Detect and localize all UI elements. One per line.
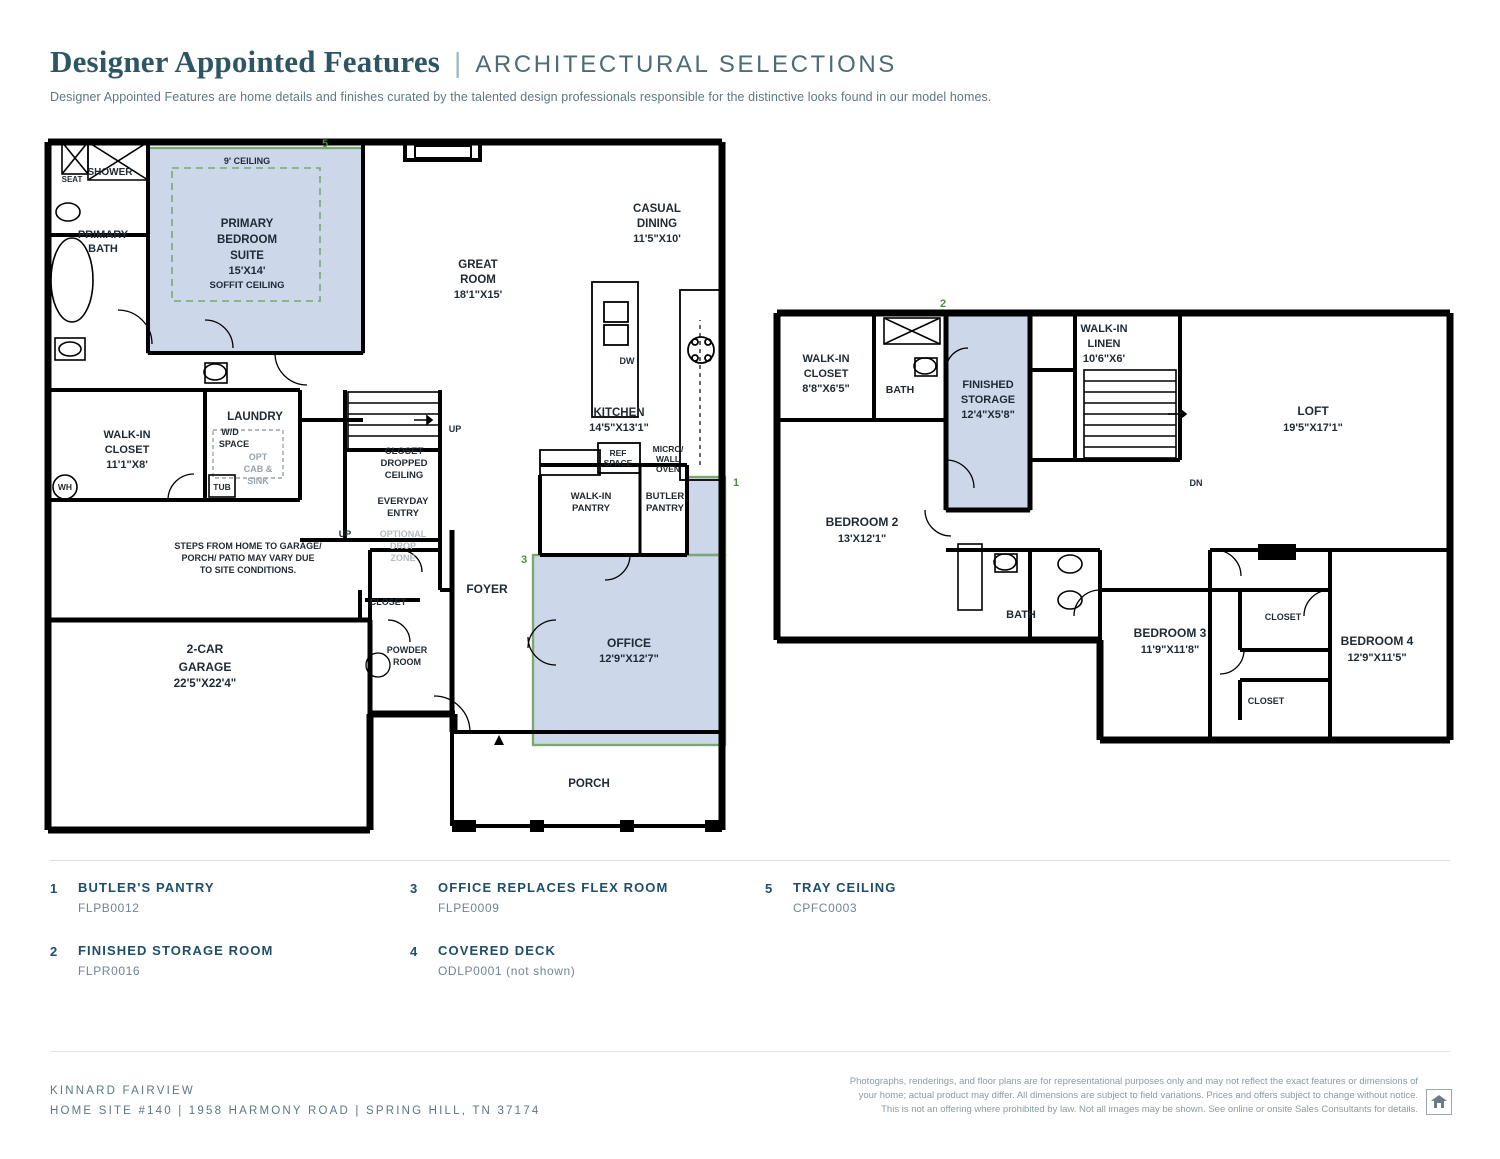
page-title: Designer Appointed Features — [50, 44, 441, 79]
label-great-room-2: ROOM — [460, 274, 496, 286]
label-great-room-dim: 18'1"X15' — [453, 289, 503, 301]
title-divider: | — [454, 47, 462, 78]
label-bedroom3: BEDROOM 3 — [1133, 626, 1207, 640]
legend-number: 5 — [765, 881, 773, 896]
legend-number: 1 — [50, 881, 58, 896]
floor-plan-svg — [0, 120, 1500, 860]
label-powder-1: POWDER — [386, 645, 428, 655]
label-walkin-pantry-1: WALK-IN — [570, 491, 612, 502]
label-bedroom4: BEDROOM 4 — [1340, 634, 1414, 648]
disclaimer-line-3: This is not an offering where prohibited by law. Not all images may be shown. See online or onsite Sales Consultants for details. — [881, 1104, 1418, 1115]
marker-1-label: 1 — [733, 477, 740, 489]
wall-block-closet — [1258, 544, 1296, 560]
label-foyer: FOYER — [466, 582, 508, 596]
label-primary-bed-1: PRIMARY — [220, 218, 274, 230]
title-row — [50, 44, 991, 80]
label-everyday-entry-1: EVERYDAY — [377, 496, 429, 507]
footer-community-info — [50, 1081, 540, 1121]
community-name: KINNARD FAIRVIEW — [50, 1085, 195, 1097]
note-site-2: PORCH/ PATIO MAY VARY DUE — [181, 553, 315, 563]
label-bedroom2: BEDROOM 2 — [825, 515, 899, 529]
legend-number: 2 — [50, 944, 58, 959]
legend-label: BUTLER'S PANTRY — [78, 880, 215, 895]
highlight-office — [533, 555, 725, 745]
label-opt: OPT — [248, 452, 268, 462]
label-drop-zone-2: DROP — [389, 541, 417, 551]
label-laundry: LAUNDRY — [227, 411, 283, 423]
label-closet: CLOSET — [369, 597, 407, 607]
label-wic2-1: WALK-IN — [802, 353, 850, 365]
disclaimer-line-2: your home; actual product may differ. All dimensions are subject to field variations. Prices and offers subject to change without notice. — [858, 1090, 1418, 1101]
page-header — [50, 44, 991, 104]
label-casual-dining-1: CASUAL — [633, 203, 681, 215]
label-butler-pantry-1: BUTLER — [645, 491, 685, 502]
legend-code: CPFC0003 — [793, 901, 858, 915]
label-primary-bath-2: BATH — [88, 243, 118, 255]
label-porch: PORCH — [568, 778, 610, 790]
label-linen-dim: 10'6"X6' — [1082, 353, 1126, 365]
footer-divider — [50, 1051, 1450, 1052]
legend-label: OFFICE REPLACES FLEX ROOM — [438, 880, 669, 895]
label-laundry-space: SPACE — [218, 439, 250, 449]
label-wh: WH — [57, 482, 73, 492]
label-micro-1: MICRO/ — [652, 444, 684, 454]
label-sink: SINK — [247, 476, 269, 486]
label-seat: SEAT — [61, 175, 83, 184]
marker-2-label: 2 — [940, 298, 947, 310]
label-shower: SHOWER — [87, 167, 133, 178]
label-everyday-entry-2: ENTRY — [387, 508, 419, 519]
label-office-dim: 12'9"X12'7" — [599, 653, 659, 665]
first-floor-plan — [48, 138, 739, 832]
home-site-address: HOME SITE #140 | 1958 HARMONY ROAD | SPRING HILL, TN 37174 — [50, 1105, 541, 1117]
label-primary-bed-soffit: SOFFIT CEILING — [209, 280, 285, 291]
legend-code: FLPB0012 — [78, 901, 140, 915]
equal-housing-glyph — [1430, 1094, 1448, 1110]
label-finished-storage-1: FINISHED — [962, 379, 1014, 391]
label-powder-2: ROOM — [393, 657, 421, 667]
label-wic1-1: WALK-IN — [103, 429, 151, 441]
label-garage-1: 2-CAR — [186, 642, 224, 656]
label-great-room-1: GREAT — [458, 259, 498, 271]
legend-item-3[interactable] — [410, 880, 668, 915]
label-garage-dim: 22'5"X22'4" — [173, 678, 237, 690]
label-closet-b: CLOSET — [1247, 696, 1285, 706]
legend-label: FINISHED STORAGE ROOM — [78, 943, 274, 958]
legend-code: FLPR0016 — [78, 964, 141, 978]
label-tub: TUB — [213, 482, 231, 492]
legend-label: TRAY CEILING — [793, 880, 897, 895]
label-primary-bath-1: PRIMARY — [77, 229, 129, 241]
label-finished-storage-2: STORAGE — [960, 394, 1016, 406]
label-micro-2: WALL — [655, 454, 681, 464]
label-wic1-2: CLOSET — [104, 444, 150, 456]
label-cab: CAB & — [243, 464, 273, 474]
label-loft-dim: 19'5"X17'1" — [1283, 422, 1343, 434]
legend-code: ODLP0001 (not shown) — [438, 964, 576, 978]
label-dw: DW — [619, 356, 635, 366]
page-subtitle-heading: ARCHITECTURAL SELECTIONS — [475, 51, 897, 78]
floor-plan-container — [0, 120, 1500, 860]
legend-column-2 — [410, 880, 668, 1006]
legend-number: 3 — [410, 881, 418, 896]
label-closet-dropped-1: CLOSET — [384, 446, 424, 457]
label-kitchen-dim: 14'5"X13'1" — [589, 422, 649, 434]
label-linen-1: WALK-IN — [1080, 323, 1128, 335]
label-garage-2: GARAGE — [178, 660, 232, 674]
label-wic1-dim: 11'1"X8' — [106, 459, 148, 471]
label-bath2: BATH — [1006, 609, 1036, 621]
note-site-1: STEPS FROM HOME TO GARAGE/ — [174, 541, 322, 551]
label-drop-zone-3: ZONE — [390, 553, 416, 563]
label-bedroom2-dim: 13'X12'1" — [837, 533, 887, 545]
label-wic2-2: CLOSET — [803, 368, 849, 380]
label-ref-2: SPACE — [603, 458, 633, 468]
legend-divider — [50, 860, 1450, 861]
legend-column-3 — [765, 880, 897, 943]
label-primary-bed-2: BEDROOM — [216, 234, 278, 246]
label-primary-bed-3: SUITE — [230, 250, 264, 262]
label-closet-dropped-2: DROPPED — [380, 458, 428, 469]
legend-item-2[interactable] — [50, 943, 273, 978]
legend-column-1 — [50, 880, 273, 1006]
legend-code: FLPE0009 — [438, 901, 500, 915]
label-micro-3: OVEN — [655, 464, 681, 474]
legend-item-1[interactable] — [50, 880, 273, 915]
label-wic2-dim: 8'8"X6'5" — [802, 383, 850, 395]
label-drop-zone-1: OPTIONAL — [379, 529, 427, 539]
label-primary-bed-dim: 15'X14' — [228, 265, 266, 277]
stairs-down — [1084, 370, 1186, 458]
equal-housing-icon — [1426, 1089, 1452, 1115]
label-bedroom4-dim: 12'9"X11'5" — [1347, 652, 1407, 664]
marker-3-label: 3 — [521, 554, 528, 566]
label-kitchen: KITCHEN — [593, 407, 645, 419]
note-up-2: UP — [338, 529, 352, 539]
second-floor-plan — [777, 298, 1450, 740]
label-casual-dining-2: DINING — [636, 218, 678, 230]
label-closet-a: CLOSET — [1264, 612, 1302, 622]
note-dn: DN — [1189, 478, 1203, 488]
label-closet-dropped-3: CEILING — [384, 470, 424, 481]
disclaimer-line-1: Photographs, renderings, and floor plans are for representational purposes only and may not reflect the exact features or dimensions of — [849, 1076, 1418, 1087]
label-walkin-pantry-2: PANTRY — [572, 503, 610, 514]
legend-label: COVERED DECK — [438, 943, 556, 958]
note-site-3: TO SITE CONDITIONS. — [199, 565, 297, 575]
entry-arrow-icon — [494, 735, 504, 745]
label-loft: LOFT — [1297, 404, 1329, 418]
label-linen-2: LINEN — [1087, 338, 1121, 350]
label-ref-1: REF — [609, 448, 627, 458]
marker-5-label: 5 — [322, 138, 329, 150]
label-casual-dining-dim: 11'5"X10' — [633, 233, 681, 245]
label-butler-pantry-2: PANTRY — [646, 503, 684, 514]
legend-item-4[interactable] — [410, 943, 668, 978]
label-finished-storage-dim: 12'4"X5'8" — [961, 409, 1015, 421]
legend-number: 4 — [410, 944, 418, 959]
note-up-1: UP — [448, 424, 462, 434]
label-bedroom3-dim: 11'9"X11'8" — [1140, 644, 1200, 656]
label-bath-upper: BATH — [885, 384, 915, 396]
label-ceiling-9ft: 9' CEILING — [223, 156, 271, 166]
footer-disclaimer — [738, 1075, 1418, 1117]
label-laundry-wd: W/D — [221, 427, 239, 437]
header-description: Designer Appointed Features are home details and finishes curated by the talented design professionals responsible for the distinctive looks found in our model homes. — [50, 90, 992, 104]
second-floor-marker — [940, 298, 946, 310]
label-office: OFFICE — [607, 636, 651, 650]
legend-item-5[interactable] — [765, 880, 897, 915]
